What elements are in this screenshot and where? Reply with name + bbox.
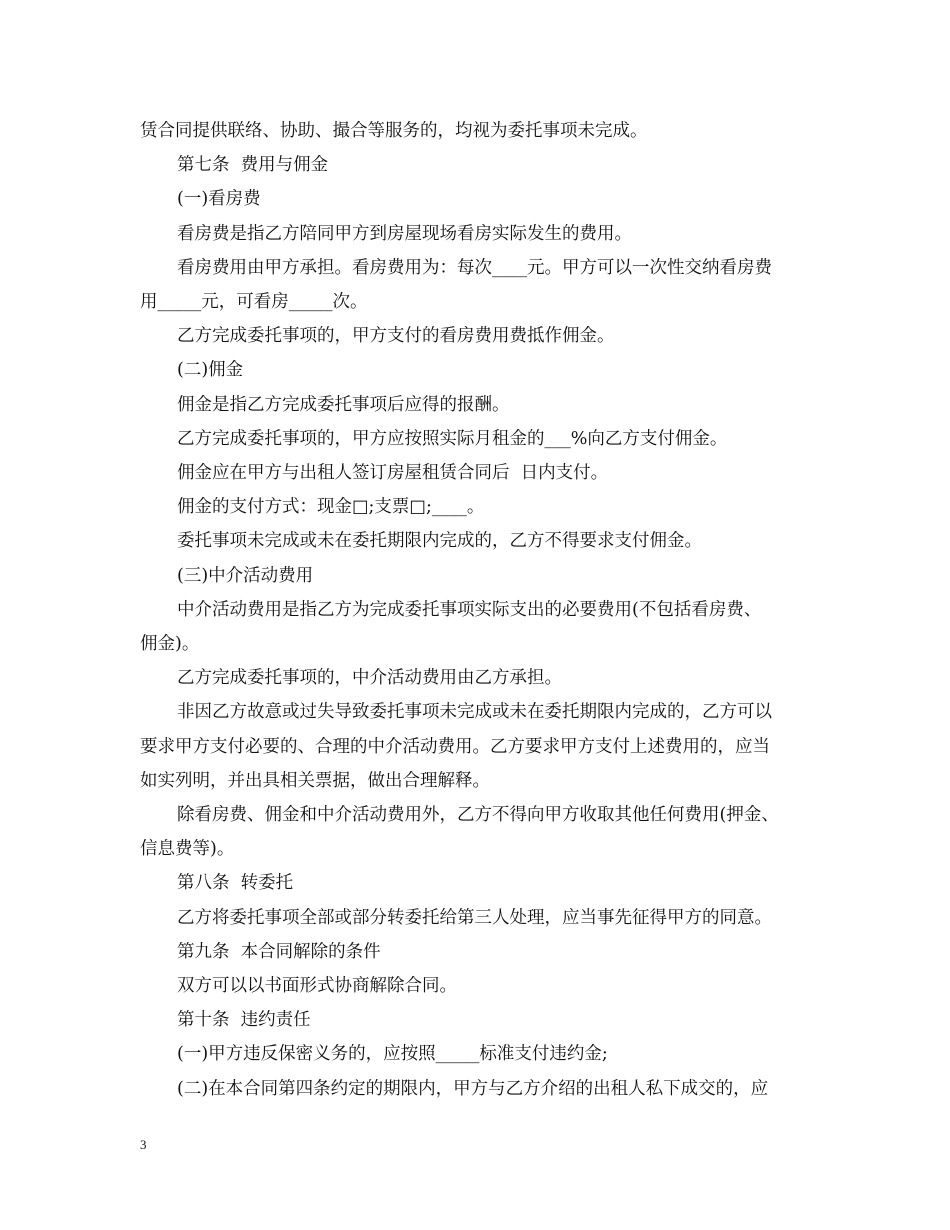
paragraph-line: 乙方完成委托事项的，中介活动费用由乙方承担。 <box>177 668 562 689</box>
page-number: 3 <box>140 1137 147 1152</box>
paragraph-line: 佣金是指乙方完成委托事项后应得的报酬。 <box>177 394 510 415</box>
paragraph-line: 用_____元，可看房_____次。 <box>140 292 368 313</box>
paragraph-line: 非因乙方故意或过失导致委托事项未完成或未在委托期限内完成的，乙方可以 <box>177 702 772 723</box>
paragraph-line: (一)甲方违反保密义务的，应按照_____标准支付违约金; <box>177 1044 608 1065</box>
paragraph-line: 乙方完成委托事项的，甲方支付的看房费用费抵作佣金。 <box>177 326 615 347</box>
paragraph-line: 第八条 转委托 <box>177 873 294 894</box>
paragraph-line: 佣金)。 <box>140 634 200 655</box>
paragraph-line: (二)在本合同第四条约定的期限内，甲方与乙方介绍的出租人私下成交的，应 <box>177 1078 769 1099</box>
paragraph-line: 要求甲方支付必要的、合理的中介活动费用。乙方要求甲方支付上述费用的，应当 <box>140 736 770 757</box>
paragraph-line: (三)中介活动费用 <box>177 565 314 586</box>
paragraph-line: 乙方将委托事项全部或部分转委托给第三人处理，应当事先征得甲方的同意。 <box>177 907 772 928</box>
paragraph-line: 中介活动费用是指乙方为完成委托事项实际支出的必要费用(不包括看房费、 <box>177 599 762 620</box>
paragraph-line: 如实列明，并出具相关票据，做出合理解释。 <box>140 770 490 791</box>
paragraph-line: 第七条 费用与佣金 <box>177 155 329 176</box>
contract-body-text <box>140 114 820 1106</box>
paragraph-line: (一)看房费 <box>177 189 261 210</box>
paragraph-line: (二)佣金 <box>177 360 244 381</box>
paragraph-line: 除看房费、佣金和中介活动费用外，乙方不得向甲方收取其他任何费用(押金、 <box>177 805 779 826</box>
paragraph-line: 佣金应在甲方与出租人签订房屋租赁合同后 日内支付。 <box>177 463 609 484</box>
paragraph-line: 信息费等)。 <box>140 839 235 860</box>
paragraph-line: 看房费用由甲方承担。看房费用为：每次____元。甲方可以一次性交纳看房费 <box>177 257 772 278</box>
paragraph-line: 第十条 违约责任 <box>177 1010 311 1031</box>
paragraph-line: 看房费是指乙方陪同甲方到房屋现场看房实际发生的费用。 <box>177 223 632 244</box>
paragraph-line: 第九条 本合同解除的条件 <box>177 941 381 962</box>
paragraph-line: 双方可以以书面形式协商解除合同。 <box>177 976 457 997</box>
paragraph-line: 乙方完成委托事项的，甲方应按照实际月租金的___%向乙方支付佣金。 <box>177 428 728 449</box>
paragraph-line: 佣金的支付方式：现金□;支票□;____。 <box>177 497 485 518</box>
paragraph-line: 委托事项未完成或未在委托期限内完成的，乙方不得要求支付佣金。 <box>177 531 702 552</box>
paragraph-line: 赁合同提供联络、协助、撮合等服务的，均视为委托事项未完成。 <box>140 121 648 141</box>
